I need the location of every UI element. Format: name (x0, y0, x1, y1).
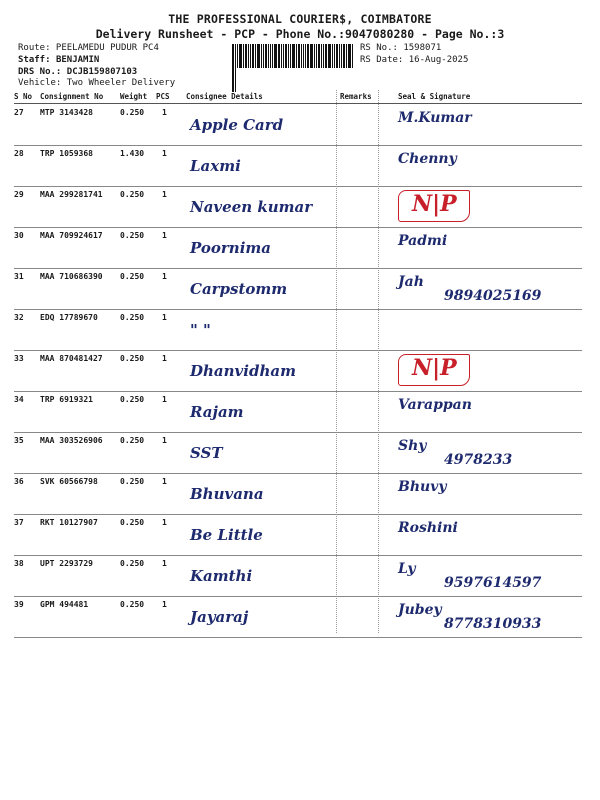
serial-number: 37 (14, 518, 24, 527)
weight-value: 0.250 (120, 108, 145, 117)
col-consignment: Consignment No (40, 92, 104, 101)
company-title: THE PROFESSIONAL COURIER$, COIMBATORE (168, 12, 432, 26)
signature-handwriting: Padmi (398, 233, 448, 249)
weight-value: 0.250 (120, 395, 145, 404)
serial-number: 27 (14, 108, 24, 117)
serial-number: 32 (14, 313, 24, 322)
pieces-count: 1 (162, 559, 167, 568)
pieces-count: 1 (162, 518, 167, 527)
pieces-count: 1 (162, 313, 167, 322)
runsheet-subtitle: Delivery Runsheet - PCP - Phone No.:9047080280 - Page No.:3 (95, 27, 505, 41)
serial-number: 35 (14, 436, 24, 445)
consignee-handwriting: Bhuvana (190, 485, 264, 503)
weight-value: 0.250 (120, 436, 145, 445)
consignment-number: RKT 10127907 (40, 518, 98, 527)
phone-handwriting: 4978233 (444, 452, 513, 468)
signature-handwriting: Varappan (398, 397, 472, 413)
pieces-count: 1 (162, 600, 167, 609)
rs-number: RS No.: 1598071 (360, 43, 442, 53)
consignee-handwriting: " " (190, 321, 211, 339)
serial-number: 36 (14, 477, 24, 486)
weight-value: 0.250 (120, 231, 145, 240)
consignee-handwriting: Jayaraj (190, 608, 249, 626)
table-header (14, 90, 582, 104)
serial-number: 39 (14, 600, 24, 609)
staff-label: Staff: (18, 55, 51, 65)
consignee-handwriting: Apple Card (190, 116, 284, 134)
signature-handwriting: Shy (398, 438, 427, 454)
route-label: Route: PEELAMEDU PUDUR PC4 (18, 43, 159, 53)
pieces-count: 1 (162, 395, 167, 404)
drs-value: DCJB159807103 (66, 67, 138, 77)
consignment-number: GPM 494481 (40, 600, 89, 609)
weight-value: 0.250 (120, 477, 145, 486)
table-row (14, 596, 582, 638)
col-remarks: Remarks (340, 92, 372, 101)
serial-number: 31 (14, 272, 24, 281)
not-present-mark: N|P (412, 355, 457, 381)
table-row (14, 186, 582, 228)
pieces-count: 1 (162, 190, 167, 199)
serial-number: 30 (14, 231, 24, 240)
weight-value: 1.430 (120, 149, 145, 158)
consignee-handwriting: Be Little (190, 526, 263, 544)
consignment-number: EDQ 17789670 (40, 313, 98, 322)
table-row (14, 309, 582, 351)
rs-date: RS Date: 16-Aug-2025 (360, 55, 469, 65)
col-seal: Seal & Signature (398, 92, 471, 101)
barcode (232, 44, 354, 68)
staff-line (18, 54, 99, 66)
consignee-handwriting: Poornima (190, 239, 271, 257)
consignment-number: MAA 710686390 (40, 272, 103, 281)
drs-label: DRS No.: (18, 67, 62, 77)
table-row (14, 555, 582, 597)
signature-handwriting: Jah (398, 274, 424, 290)
consignee-handwriting: Naveen kumar (190, 198, 313, 216)
serial-number: 38 (14, 559, 24, 568)
table-row (14, 227, 582, 269)
table-row (14, 268, 582, 310)
table-row (14, 104, 582, 146)
pieces-count: 1 (162, 272, 167, 281)
pieces-count: 1 (162, 231, 167, 240)
consignment-number: SVK 60566798 (40, 477, 98, 486)
consignee-handwriting: Laxmi (190, 157, 241, 175)
weight-value: 0.250 (120, 272, 145, 281)
col-sno: S No (14, 92, 33, 101)
signature-handwriting: M.Kumar (398, 110, 472, 126)
col-consignee: Consignee Details (186, 92, 263, 101)
serial-number: 33 (14, 354, 24, 363)
staff-value: BENJAMIN (55, 55, 100, 65)
consignment-number: MAA 299281741 (40, 190, 103, 199)
serial-number: 29 (14, 190, 24, 199)
table-row (14, 514, 582, 556)
consignment-number: MAA 709924617 (40, 231, 103, 240)
serial-number: 34 (14, 395, 24, 404)
consignee-handwriting: Carpstomm (190, 280, 288, 298)
signature-handwriting: Ly (398, 561, 416, 577)
consignment-number: MTP 3143428 (40, 108, 93, 117)
table-row (14, 473, 582, 515)
signature-handwriting: Jubey (398, 602, 442, 618)
signature-handwriting: Roshini (398, 520, 458, 536)
vehicle-label: Vehicle: Two Wheeler Delivery (18, 78, 176, 88)
col-pcs: PCS (156, 92, 170, 101)
table-row (14, 350, 582, 392)
phone-handwriting: 9894025169 (444, 288, 542, 304)
serial-number: 28 (14, 149, 24, 158)
weight-value: 0.250 (120, 313, 145, 322)
signature-handwriting: Chenny (398, 151, 457, 167)
consignment-number: TRP 6919321 (40, 395, 93, 404)
weight-value: 0.250 (120, 190, 145, 199)
pieces-count: 1 (162, 436, 167, 445)
consignment-number: MAA 303526906 (40, 436, 103, 445)
phone-handwriting: 9597614597 (444, 575, 542, 591)
signature-handwriting: Bhuvy (398, 479, 447, 495)
consignment-number: UPT 2293729 (40, 559, 93, 568)
weight-value: 0.250 (120, 518, 145, 527)
consignee-handwriting: Dhanvidham (190, 362, 296, 380)
table-row (14, 145, 582, 187)
consignee-handwriting: Rajam (190, 403, 244, 421)
pieces-count: 1 (162, 108, 167, 117)
weight-value: 0.250 (120, 600, 145, 609)
weight-value: 0.250 (120, 559, 145, 568)
weight-value: 0.250 (120, 354, 145, 363)
consignment-number: MAA 870481427 (40, 354, 103, 363)
phone-handwriting: 8778310933 (444, 616, 542, 632)
table-row (14, 391, 582, 433)
consignee-handwriting: SST (190, 444, 223, 462)
consignee-handwriting: Kamthi (190, 567, 253, 585)
table-row (14, 432, 582, 474)
pieces-count: 1 (162, 477, 167, 486)
pieces-count: 1 (162, 149, 167, 158)
consignment-number: TRP 1059368 (40, 149, 93, 158)
not-present-mark: N|P (412, 191, 457, 217)
col-weight: Weight (120, 92, 148, 101)
pieces-count: 1 (162, 354, 167, 363)
